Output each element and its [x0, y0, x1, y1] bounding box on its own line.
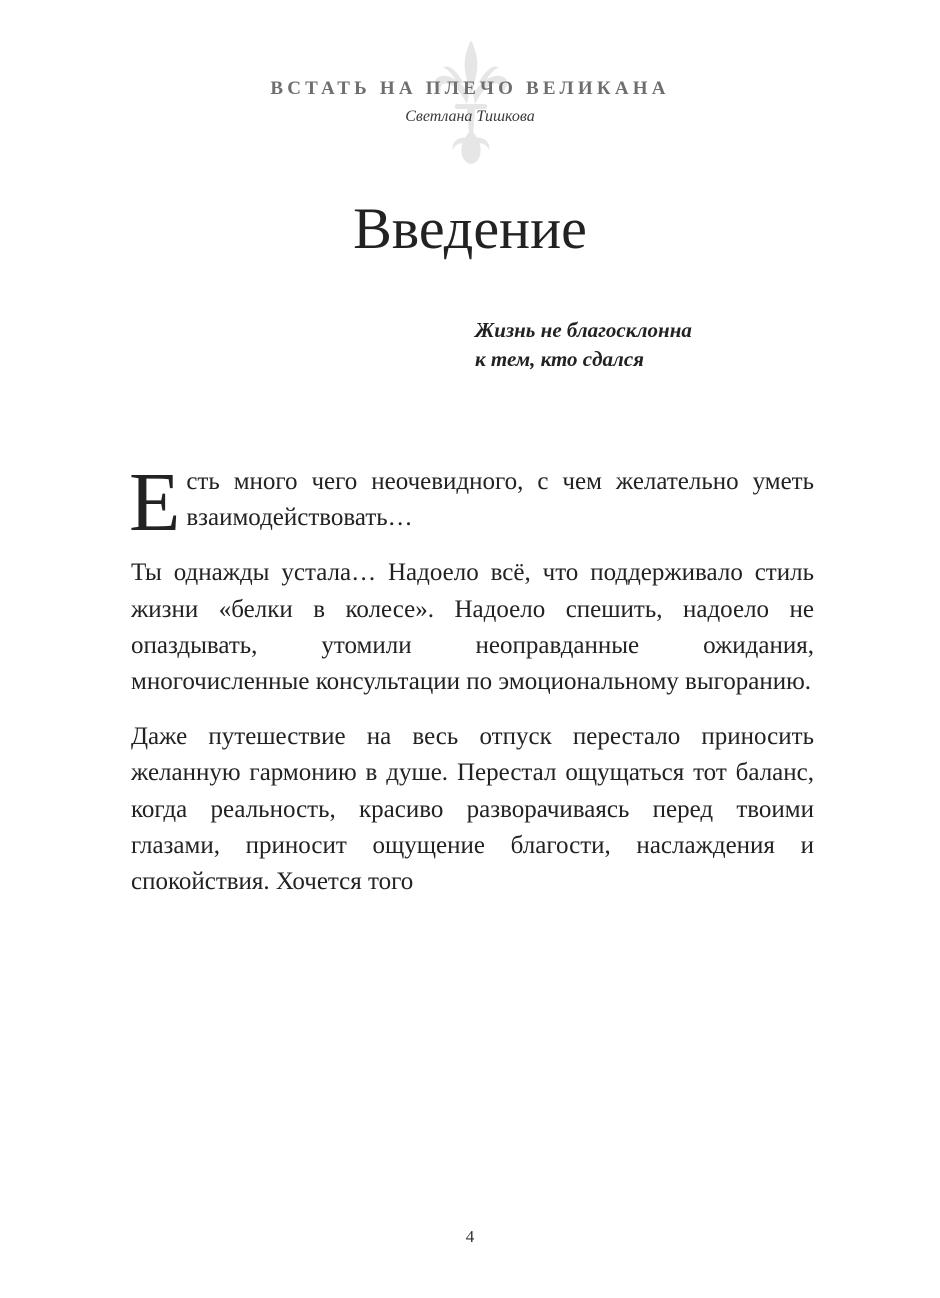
fleur-de-lis-icon [433, 38, 509, 166]
epigraph-line: к тем, кто сдался [475, 347, 644, 371]
paragraph-text: сть много чего неочевидного, с чем желательно уметь взаимодействовать… [186, 468, 814, 532]
body-text [129, 456, 814, 919]
epigraph [475, 316, 692, 374]
chapter-title: Введение [353, 196, 587, 261]
paragraph: Ты однажды устала… Надоело всё, что поддерживало стиль жизни «белки в колесе». Надоело спешить, надоело не опаздывать, утомили неоправданные ожидания, многочисленные консультации по эмоциональному выгоранию. [131, 559, 814, 696]
paragraph [129, 456, 814, 549]
epigraph-line: Жизнь не благосклонна [475, 318, 692, 342]
running-title: ВСТАТЬ НА ПЛЕЧО ВЕЛИКАНА [270, 78, 670, 99]
running-author: Светлана Тишкова [405, 108, 535, 125]
page-number: 4 [465, 1227, 475, 1246]
drop-cap: Е [129, 456, 181, 549]
paragraph: Даже путешествие на весь отпуск перестало приносить желанную гармонию в душе. Перестал ощущаться тот баланс, когда реальность, красиво разворачиваясь перед твоими глазами, приносит ощущение благости, наслаждения и спокойствия. Хочется того [131, 723, 814, 896]
